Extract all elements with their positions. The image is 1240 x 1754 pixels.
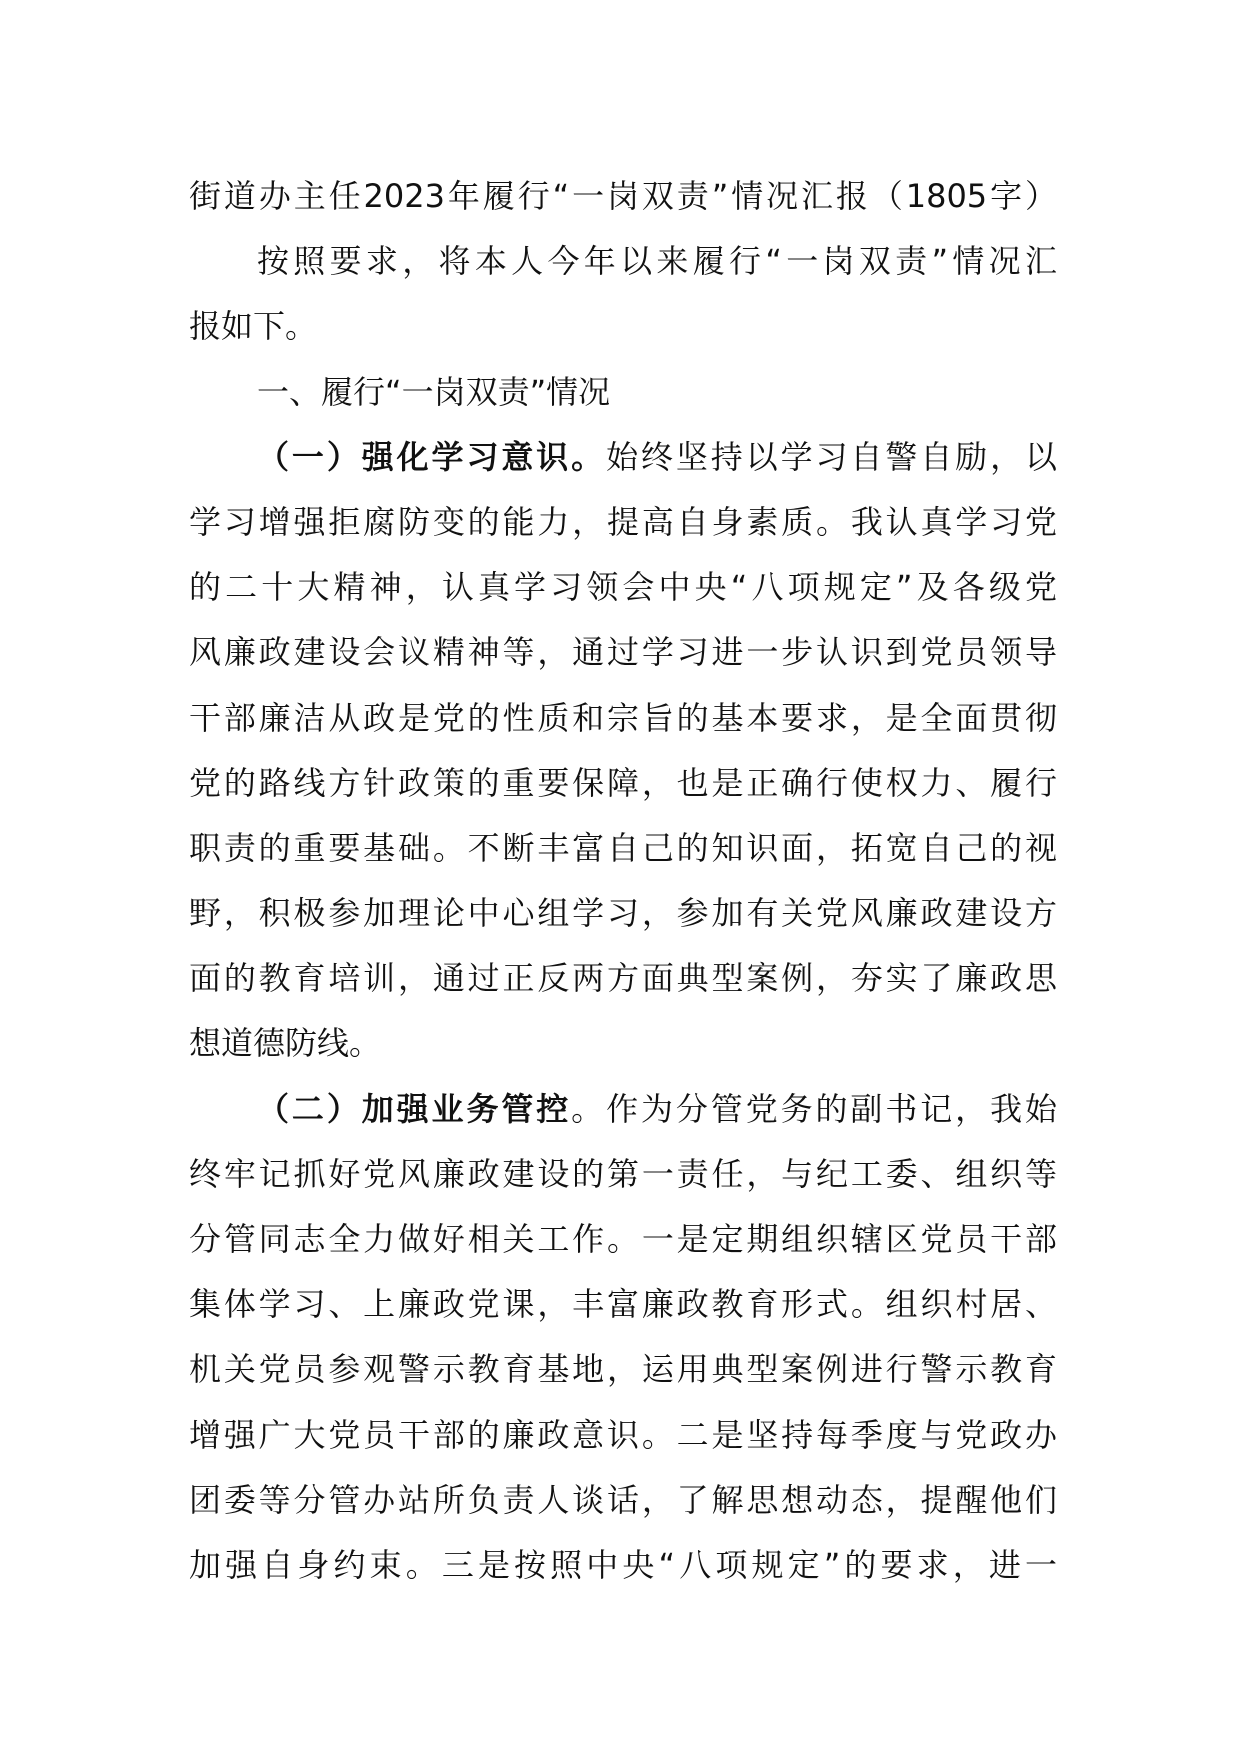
subheading: （二）加强业务管控 <box>257 1089 572 1128</box>
paragraph-line: 野，积极参加理论中心组学习，参加有关党风廉政建设方 <box>189 894 1057 933</box>
paragraph-line <box>189 425 1057 490</box>
paragraph-line: 分管同志全力做好相关工作。一是定期组织辖区党员干部 <box>189 1220 1057 1258</box>
subheading: （一）强化学习意识。 <box>257 437 607 476</box>
paragraph-text: 。作为分管党务的副书记，我始 <box>571 1089 1057 1128</box>
paragraph-line: 加强自身约束。三是按照中央“八项规定”的要求，进一 <box>189 1545 1057 1584</box>
document-title: 街道办主任2023年履行“一岗双责”情况汇报（1805字） <box>189 177 1057 215</box>
paragraph-line: 风廉政建设会议精神等，通过学习进一步认识到党员领导 <box>189 633 1057 672</box>
paragraph-line: 面的教育培训，通过正反两方面典型案例，夯实了廉政思 <box>189 959 1057 998</box>
paragraph-line: 集体学习、上廉政党课，丰富廉政教育形式。组织村居、 <box>189 1285 1057 1324</box>
paragraph-line: 增强广大党员干部的廉政意识。二是坚持每季度与党政办 <box>189 1415 1057 1454</box>
paragraph-line <box>189 1077 1057 1142</box>
paragraph-text: 始终坚持以学习自警自励，以 <box>606 437 1057 476</box>
paragraph-line: 学习增强拒腐防变的能力，提高自身素质。我认真学习党 <box>189 502 1057 541</box>
intro-line: 报如下。 <box>189 307 318 346</box>
paragraph-line: 团委等分管办站所负责人谈话，了解思想动态，提醒他们 <box>189 1480 1057 1519</box>
paragraph-line: 的二十大精神，认真学习领会中央“八项规定”及各级党 <box>189 568 1057 607</box>
paragraph-line: 终牢记抓好党风廉政建设的第一责任，与纪工委、组织等 <box>189 1154 1057 1193</box>
intro-line: 按照要求，将本人今年以来履行“一岗双责”情况汇 <box>257 242 1057 281</box>
paragraph-line: 职责的重要基础。不断丰富自己的知识面，拓宽自己的视 <box>189 828 1057 867</box>
paragraph-line: 机关党员参观警示教育基地，运用典型案例进行警示教育 <box>189 1350 1057 1389</box>
paragraph-line: 想道德防线。 <box>189 1024 382 1063</box>
paragraph-line: 干部廉洁从政是党的性质和宗旨的基本要求，是全面贯彻 <box>189 698 1057 737</box>
document-page <box>189 164 1057 1598</box>
section-heading: 一、履行“一岗双责”情况 <box>257 372 611 411</box>
paragraph-line: 党的路线方针政策的重要保障，也是正确行使权力、履行 <box>189 763 1057 802</box>
